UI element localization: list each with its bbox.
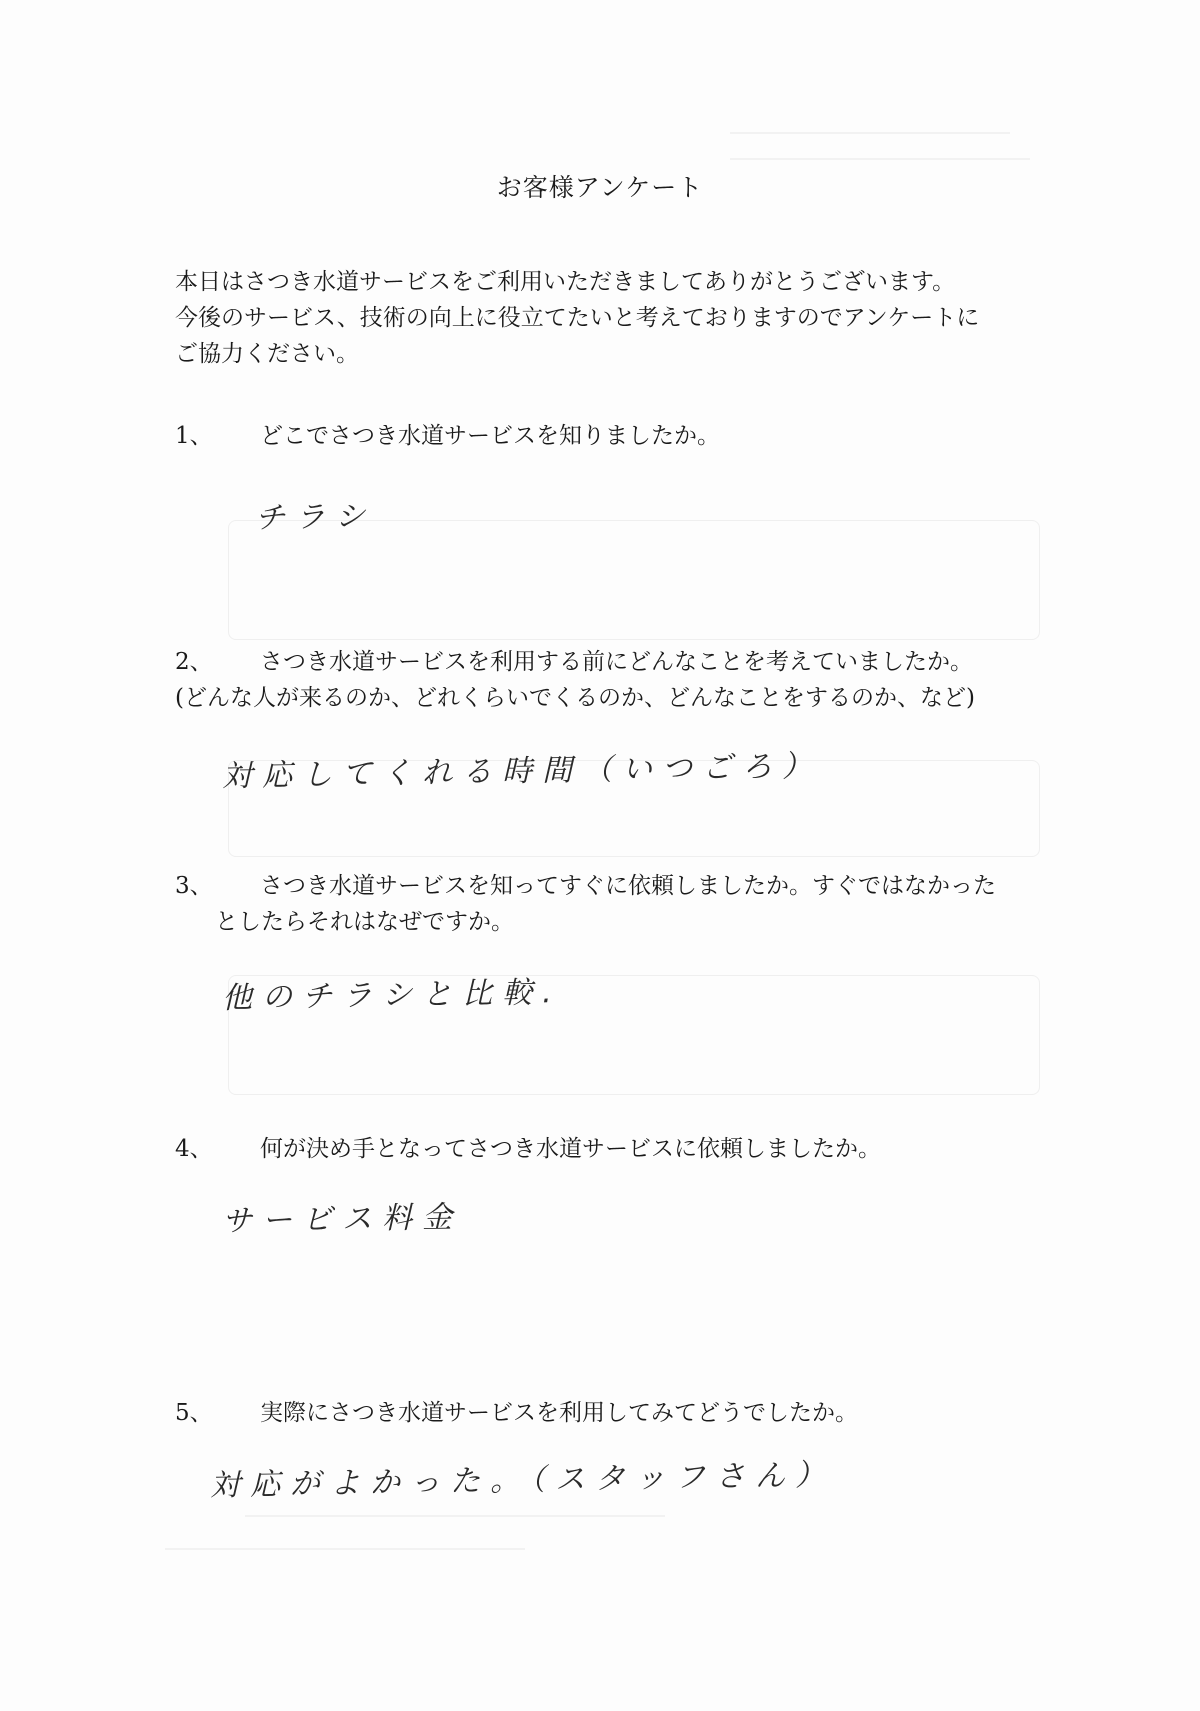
question-text: さつき水道サービスを知ってすぐに依頼しましたか。すぐではなかった [260,873,996,899]
question-number: 4、 [175,1136,213,1162]
question-subtext: (どんな人が来るのか、どれくらいでくるのか、どんなことをするのか、など) [175,685,975,711]
question-text-continued: としたらそれはなぜですか。 [215,909,514,935]
question-text: どこでさつき水道サービスを知りましたか。 [260,423,720,449]
answer-5-handwritten: 対応がよかった。（スタッフさん） [209,1457,836,1504]
question-number: 2、 [175,649,213,675]
answer-1-handwritten: チラシ [254,498,376,537]
answer-3-handwritten: 他のチラシと比較. [221,975,562,1016]
show-through-line [730,132,1010,134]
question-number: 1、 [175,423,213,449]
answer-4-handwritten: サービス料金 [221,1199,463,1240]
question-number: 5、 [175,1400,213,1426]
question-text: 何が決め手となってさつき水道サービスに依頼しましたか。 [260,1136,881,1162]
show-through-line [165,1548,525,1550]
question-text: 実際にさつき水道サービスを利用してみてどうでしたか。 [260,1400,858,1426]
intro-line: 本日はさつき水道サービスをご利用いただきましてありがとうございます。 [175,269,956,295]
show-through-line [730,158,1030,160]
survey-title: お客様アンケート [496,173,704,202]
answer-2-handwritten: 対応してくれる時間（いつごろ） [221,748,823,795]
show-through-line [245,1515,665,1517]
show-through-box [228,520,1040,640]
question-number: 3、 [175,873,213,899]
intro-text [175,264,1075,372]
question-text: さつき水道サービスを利用する前にどんなことを考えていましたか。 [260,649,973,675]
intro-line: ご協力ください。 [175,341,359,367]
intro-line: 今後のサービス、技術の向上に役立てたいと考えておりますのでアンケートに [175,305,980,331]
